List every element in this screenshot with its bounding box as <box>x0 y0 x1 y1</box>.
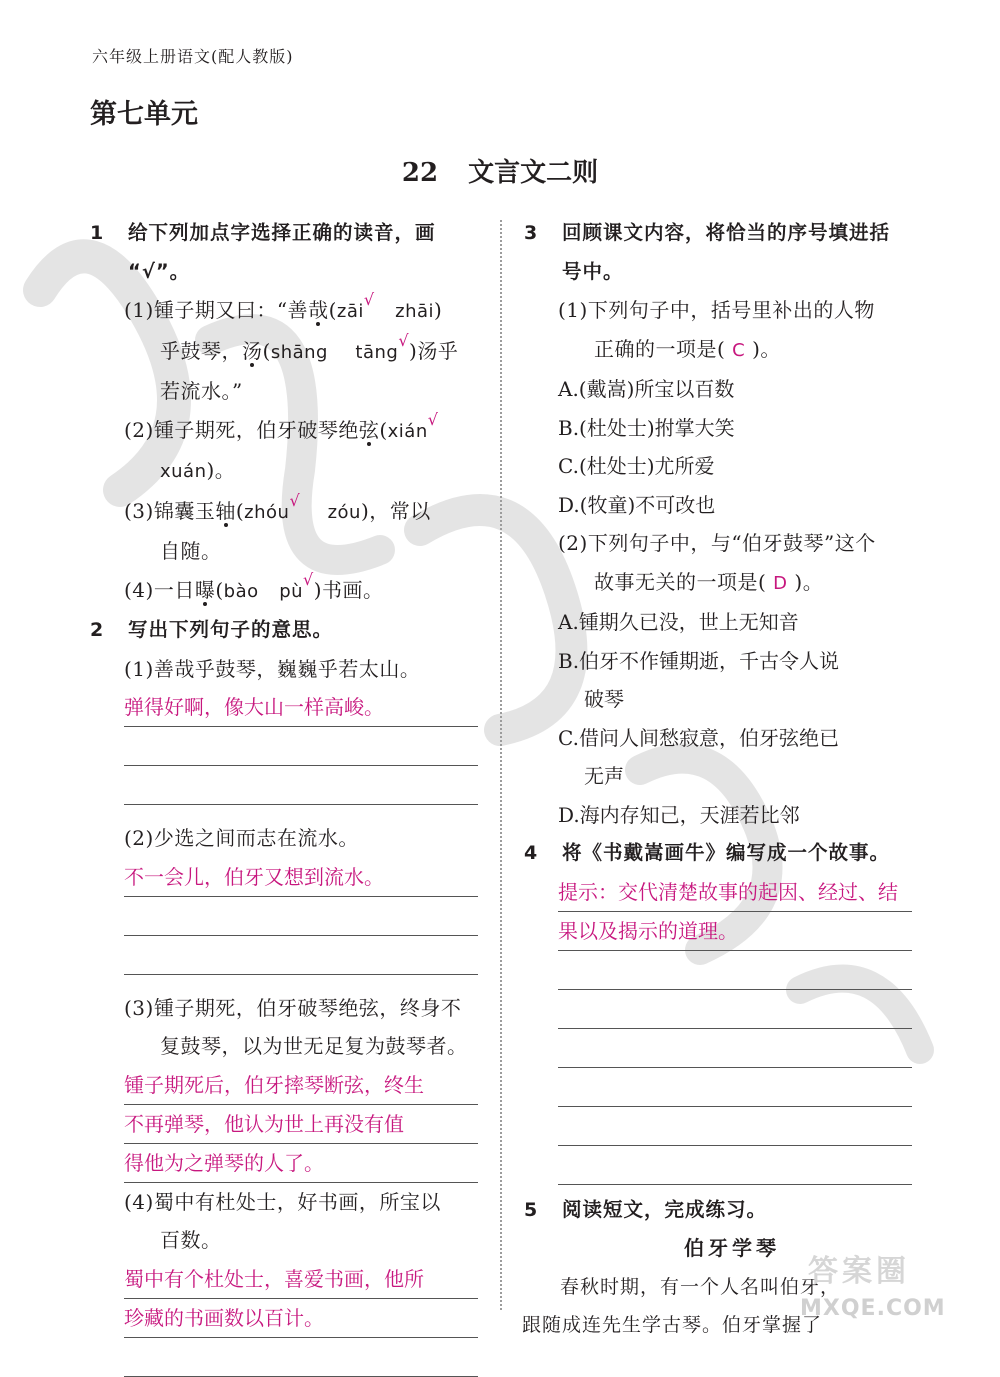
pinyin-option[interactable]: xián <box>387 420 428 442</box>
check-mark: √ <box>363 290 375 309</box>
option: D.海内存知己，天涯若比邻 <box>558 802 800 827</box>
question-title: 写出下列句子的意思。 <box>128 618 334 641</box>
question-title: 给下列加点字选择正确的读音，画 <box>128 221 436 244</box>
question-2 <box>88 611 478 650</box>
blank-line[interactable] <box>558 1107 912 1146</box>
blank-line[interactable] <box>124 897 478 936</box>
column-divider <box>500 220 502 1310</box>
option: B.(杜处士)拊掌大笑 <box>558 415 735 440</box>
answer-choice[interactable]: D <box>773 572 788 594</box>
question-3 <box>522 214 912 291</box>
blank-line[interactable] <box>558 990 912 1029</box>
question-title-cont: “√”。 <box>128 259 191 283</box>
dotted-char: 曝 <box>194 577 216 602</box>
option: A.(戴嵩)所宝以百数 <box>558 377 735 401</box>
q2-sentence-3: (3)锺子期死，伯牙破琴绝弦，终身不 复鼓琴，以为世无足复为鼓琴者。 <box>124 995 468 1058</box>
q3-part-2: (2)下列句子中，与“伯牙鼓琴”这个 故事无关的一项是( D )。 <box>558 531 876 594</box>
story-line: 春秋时期，有一个人名叫伯牙， <box>560 1275 841 1298</box>
pinyin-option[interactable]: pù <box>279 580 304 602</box>
blank-line[interactable] <box>124 1338 478 1377</box>
answer-line[interactable]: 得他为之弹琴的人了。 <box>124 1144 478 1183</box>
q1-item-4: (4)一日曝(bào pù√)书画。 <box>124 569 384 602</box>
question-number: 3 <box>524 222 538 244</box>
watermark-logo: 答案圈 <box>808 1254 910 1289</box>
dotted-char: 轴 <box>215 498 236 523</box>
answer-line[interactable]: 弹得好啊，像大山一样高峻。 <box>124 688 478 727</box>
pinyin-option[interactable]: xuán <box>160 461 207 482</box>
blank-line[interactable] <box>558 951 912 990</box>
running-head: 六年级上册语文(配人教版) <box>92 47 294 66</box>
left-column <box>88 214 478 1377</box>
answer-line[interactable]: 锺子期死后，伯牙摔琴断弦，终生 <box>124 1066 478 1105</box>
option: C.借问人间愁寂意，伯牙弦绝已 无声 <box>558 725 839 788</box>
option: B.伯牙不作锺期逝，千古令人说 破琴 <box>558 648 840 711</box>
blank-line[interactable] <box>124 727 478 766</box>
q1-item-2: (2)锺子期死，伯牙破琴绝弦(xián√ xuán)。 <box>124 409 439 482</box>
question-number: 4 <box>524 842 538 864</box>
unit-title: 第七单元 <box>90 99 198 130</box>
pinyin-option[interactable]: tāng <box>355 341 399 363</box>
answer-line[interactable]: 珍藏的书画数以百计。 <box>124 1299 478 1338</box>
blank-line[interactable] <box>558 1029 912 1068</box>
answer-line[interactable]: 果以及揭示的道理。 <box>558 912 912 951</box>
dotted-char: 哉 <box>308 298 329 322</box>
q2-sentence-1: (1)善哉乎鼓琴，巍巍乎若太山。 <box>124 656 421 681</box>
answer-line[interactable]: 不一会儿，伯牙又想到流水。 <box>124 858 478 897</box>
option: C.(杜处士)尤所爱 <box>558 454 715 478</box>
question-title-cont: 号中。 <box>562 259 624 283</box>
q1-item-1: (1)锺子期又曰：“善哉(zāi√ zhāi) 乎鼓琴，汤(shāng tāng√)汤乎 若流水。” <box>124 290 459 403</box>
pinyin-option[interactable]: zhāi <box>395 301 435 322</box>
question-number: 1 <box>90 222 104 244</box>
blank-line[interactable] <box>558 1068 912 1107</box>
answer-choice[interactable]: C <box>732 339 746 361</box>
check-mark: √ <box>427 409 439 429</box>
dotted-char: 弦 <box>358 417 380 442</box>
option: A.锺期久已没，世上无知音 <box>558 610 799 634</box>
option: D.(牧童)不可改也 <box>558 492 716 517</box>
check-mark: √ <box>289 490 301 510</box>
lesson-title <box>0 152 1000 189</box>
answer-line[interactable]: 不再弹琴，他认为世上再没有值 <box>124 1105 478 1144</box>
question-title: 回顾课文内容，将恰当的序号填进括 <box>562 221 891 244</box>
right-column <box>522 214 912 1345</box>
dotted-char: 汤 <box>242 338 263 363</box>
pinyin-option[interactable]: zóu <box>327 501 361 523</box>
lesson-number: 22 <box>401 158 439 188</box>
blank-line[interactable] <box>124 936 478 975</box>
q1-item-3: (3)锦囊玉轴(zhóu√ zóu)，常以 自随。 <box>124 490 431 563</box>
q2-sentence-4: (4)蜀中有杜处士，好书画，所宝以 百数。 <box>124 1189 441 1252</box>
answer-line[interactable]: 蜀中有个杜处士，喜爱书画，他所 <box>124 1260 478 1299</box>
pinyin-option[interactable]: zhóu <box>244 501 290 523</box>
pinyin-option[interactable]: shāng <box>270 341 328 363</box>
lesson-name: 文言文二则 <box>468 158 599 188</box>
question-5 <box>522 1191 912 1230</box>
pinyin-option[interactable]: bào <box>223 580 259 602</box>
story-line: 跟随成连先生学古琴。伯牙掌握了 <box>522 1314 823 1336</box>
question-title: 将《书戴嵩画牛》编写成一个故事。 <box>562 841 891 864</box>
answer-line[interactable]: 提示：交代清楚故事的起因、经过、结 <box>558 873 912 912</box>
watermark-site: MXQE.COM <box>800 1296 946 1321</box>
blank-line[interactable] <box>124 766 478 805</box>
story-title: 伯牙学琴 <box>684 1236 780 1260</box>
question-number: 2 <box>90 619 104 641</box>
q2-sentence-2: (2)少选之间而志在流水。 <box>124 826 359 850</box>
pinyin-option[interactable]: zāi <box>336 301 364 322</box>
question-4 <box>522 834 912 873</box>
question-number: 5 <box>524 1198 538 1221</box>
q3-part-1: (1)下列句子中，括号里补出的人物 正确的一项是( C )。 <box>558 298 875 361</box>
question-1 <box>88 214 478 291</box>
check-mark: √ <box>303 569 314 589</box>
check-mark: √ <box>398 330 410 350</box>
question-title: 阅读短文，完成练习。 <box>562 1197 768 1221</box>
blank-line[interactable] <box>558 1146 912 1185</box>
